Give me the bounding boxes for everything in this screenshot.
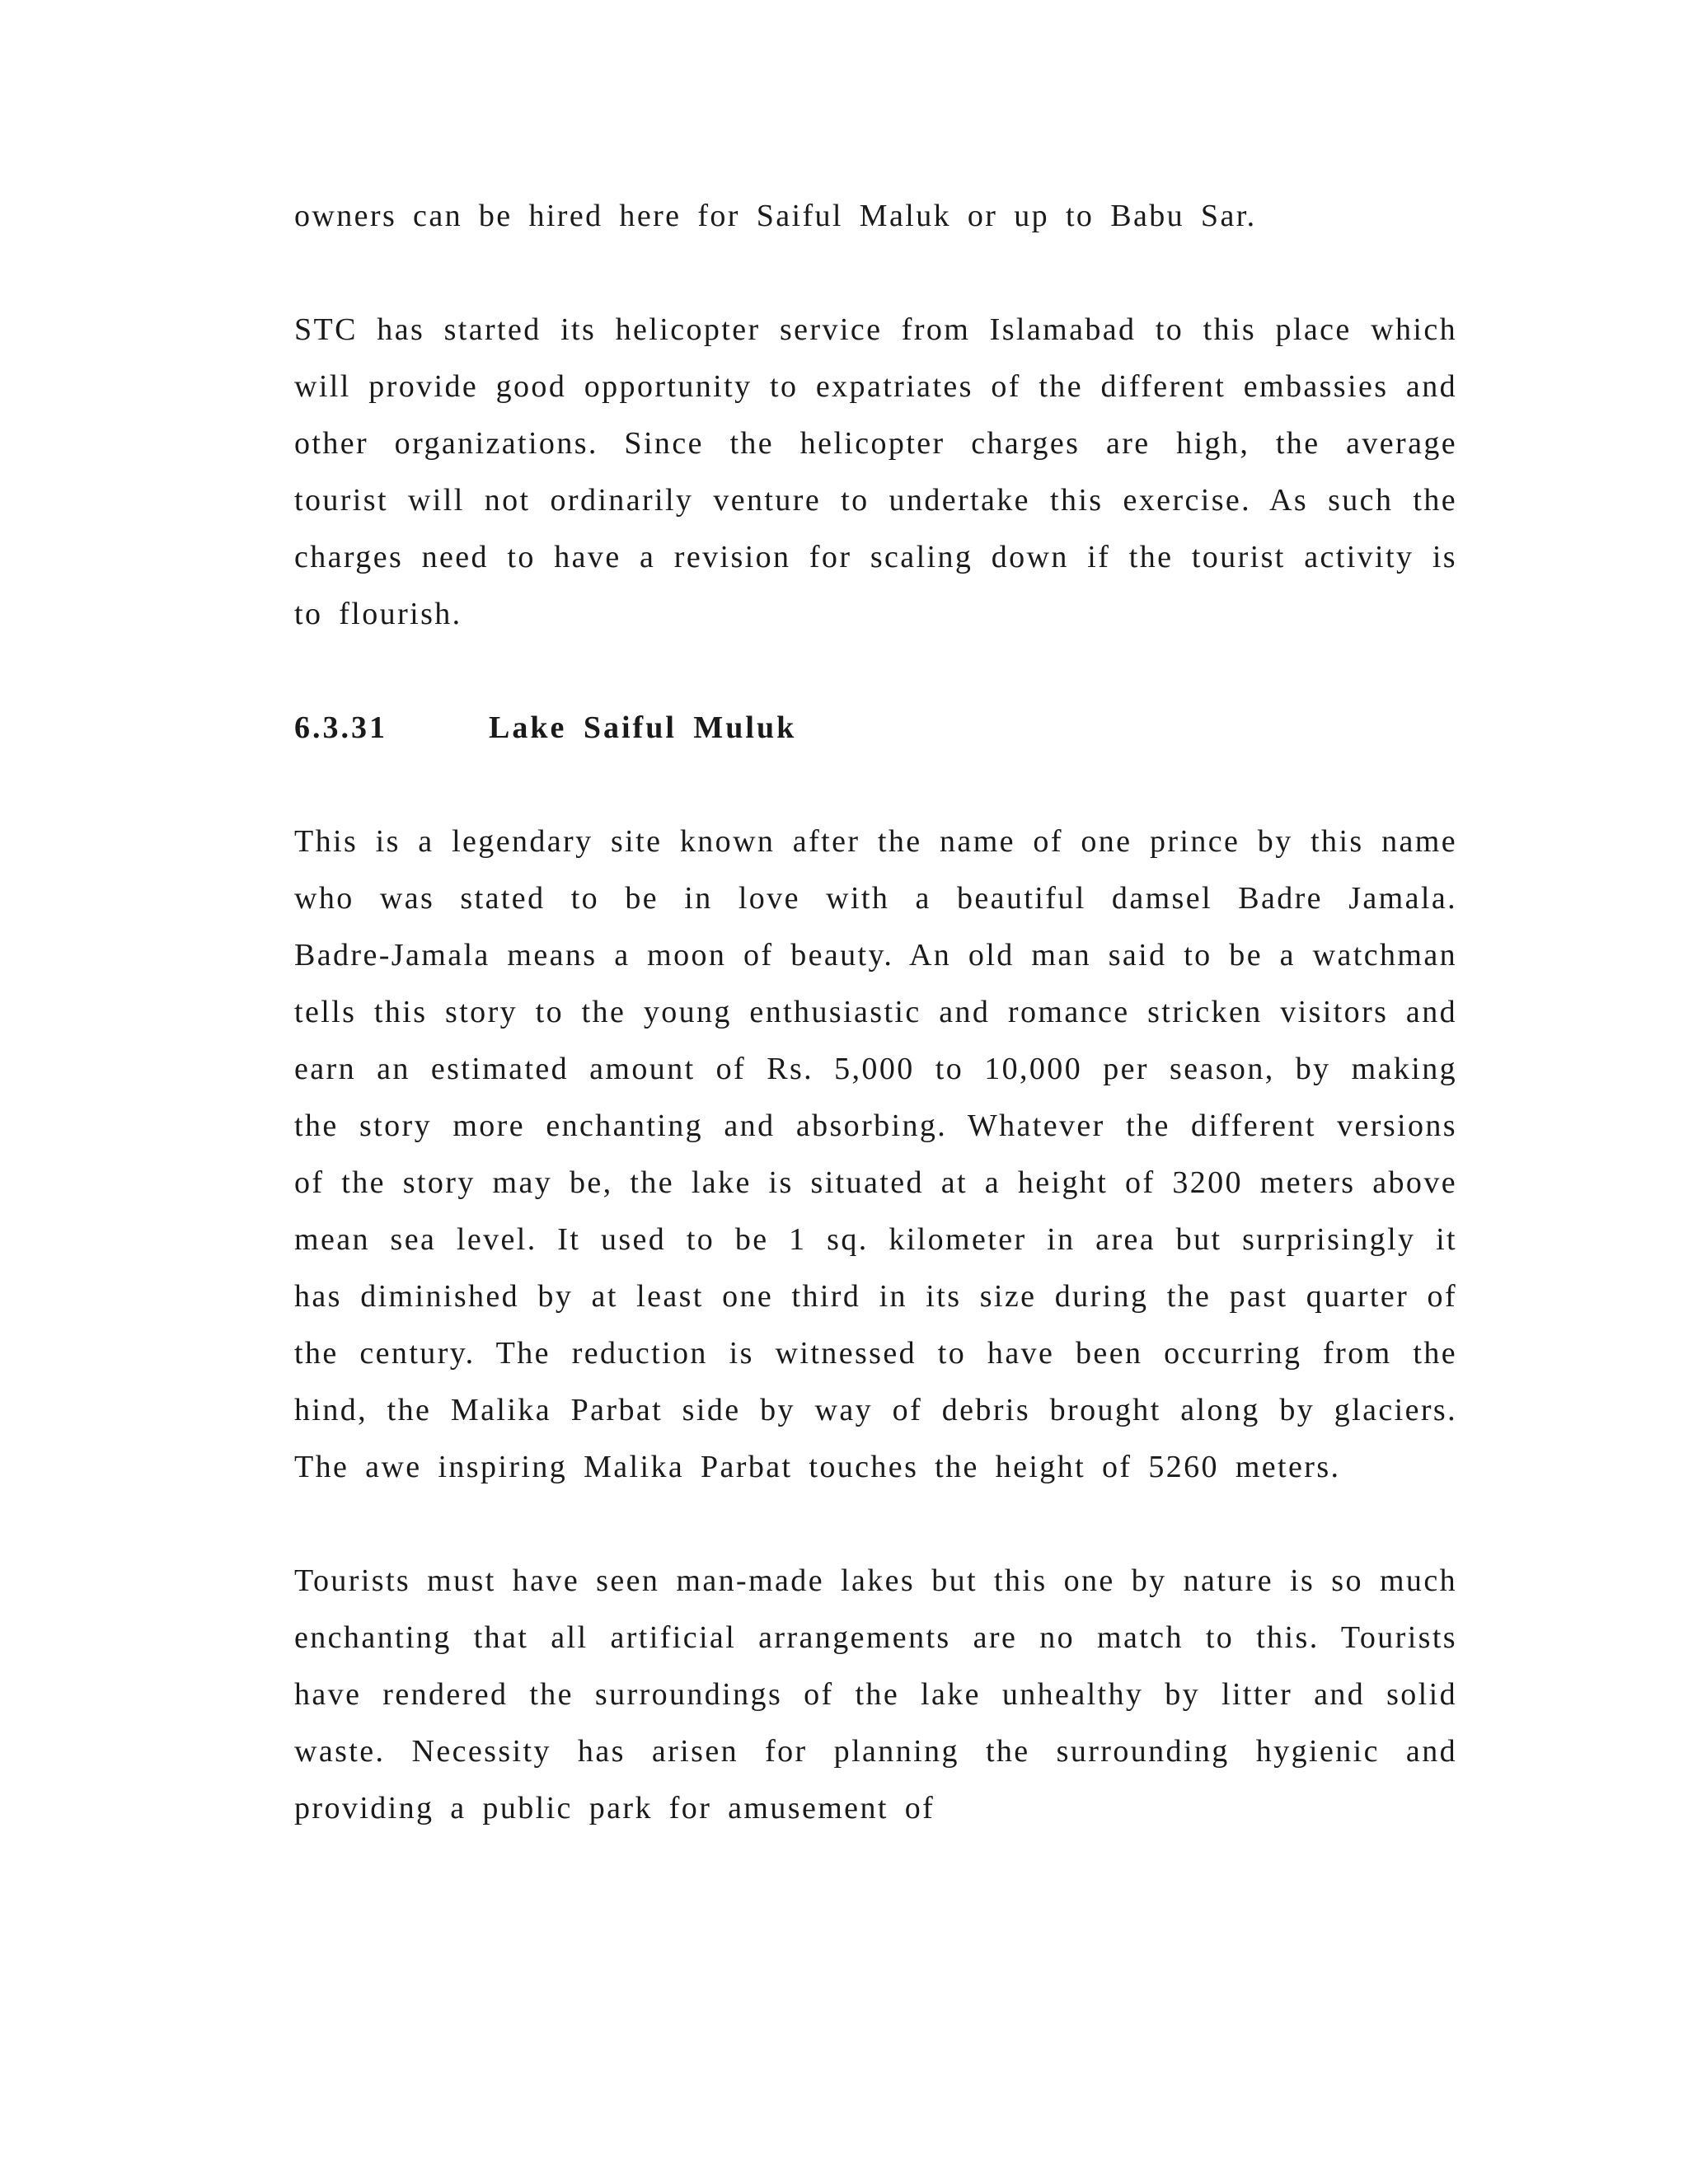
paragraph-gap bbox=[294, 245, 1457, 302]
paragraph-tourists: Tourists must have seen man-made lakes but this one by nature is so much enchanting that all artificial arrangements are no match to this. Tourists have rendered the surroundings of the lake unhealthy by litter and solid waste. Necessity has arisen for planning the surrounding hygienic and providing a public park for amusement of bbox=[294, 1563, 1457, 1825]
section-title: Lake Saiful Muluk bbox=[489, 710, 797, 745]
section-number: 6.3.31 bbox=[294, 710, 387, 745]
paragraph-gap bbox=[294, 757, 1457, 813]
paragraph-gap bbox=[294, 1496, 1457, 1553]
section-heading bbox=[294, 700, 1457, 757]
paragraph-gap bbox=[294, 643, 1457, 700]
paragraph-helicopter-service: STC has started its helicopter service from Islamabad to this place which will provide good opportunity to expatriates of the different embassies and other organizations. Since the helicopter charges are high, the average tourist will not ordinarily venture to undertake this exercise. As such the charges need to have a revision for scaling down if the tourist activity is to flourish. bbox=[294, 312, 1457, 631]
page-body bbox=[294, 188, 1457, 1837]
paragraph-owners: owners can be hired here for Saiful Maluk or up to Babu Sar. bbox=[294, 199, 1257, 233]
paragraph-legend: This is a legendary site known after the name of one prince by this name who was stated to be in love with a beautiful damsel Badre Jamala. Badre-Jamala means a moon of beauty. An old man said to be a watchman tells this story to the young enthusiastic and romance stricken visitors and earn an estimated amount of Rs. 5,000 to 10,000 per season, by making the story more enchanting and absorbing. Whatever the different versions of the story may be, the lake is situated at a height of 3200 meters above mean sea level. It used to be 1 sq. kilometer in area but surprisingly it has diminished by at least one third in its size during the past quarter of the century. The reduction is witnessed to have been occurring from the hind, the Malika Parbat side by way of debris brought along by glaciers. The awe inspiring Malika Parbat touches the height of 5260 meters. bbox=[294, 824, 1457, 1484]
